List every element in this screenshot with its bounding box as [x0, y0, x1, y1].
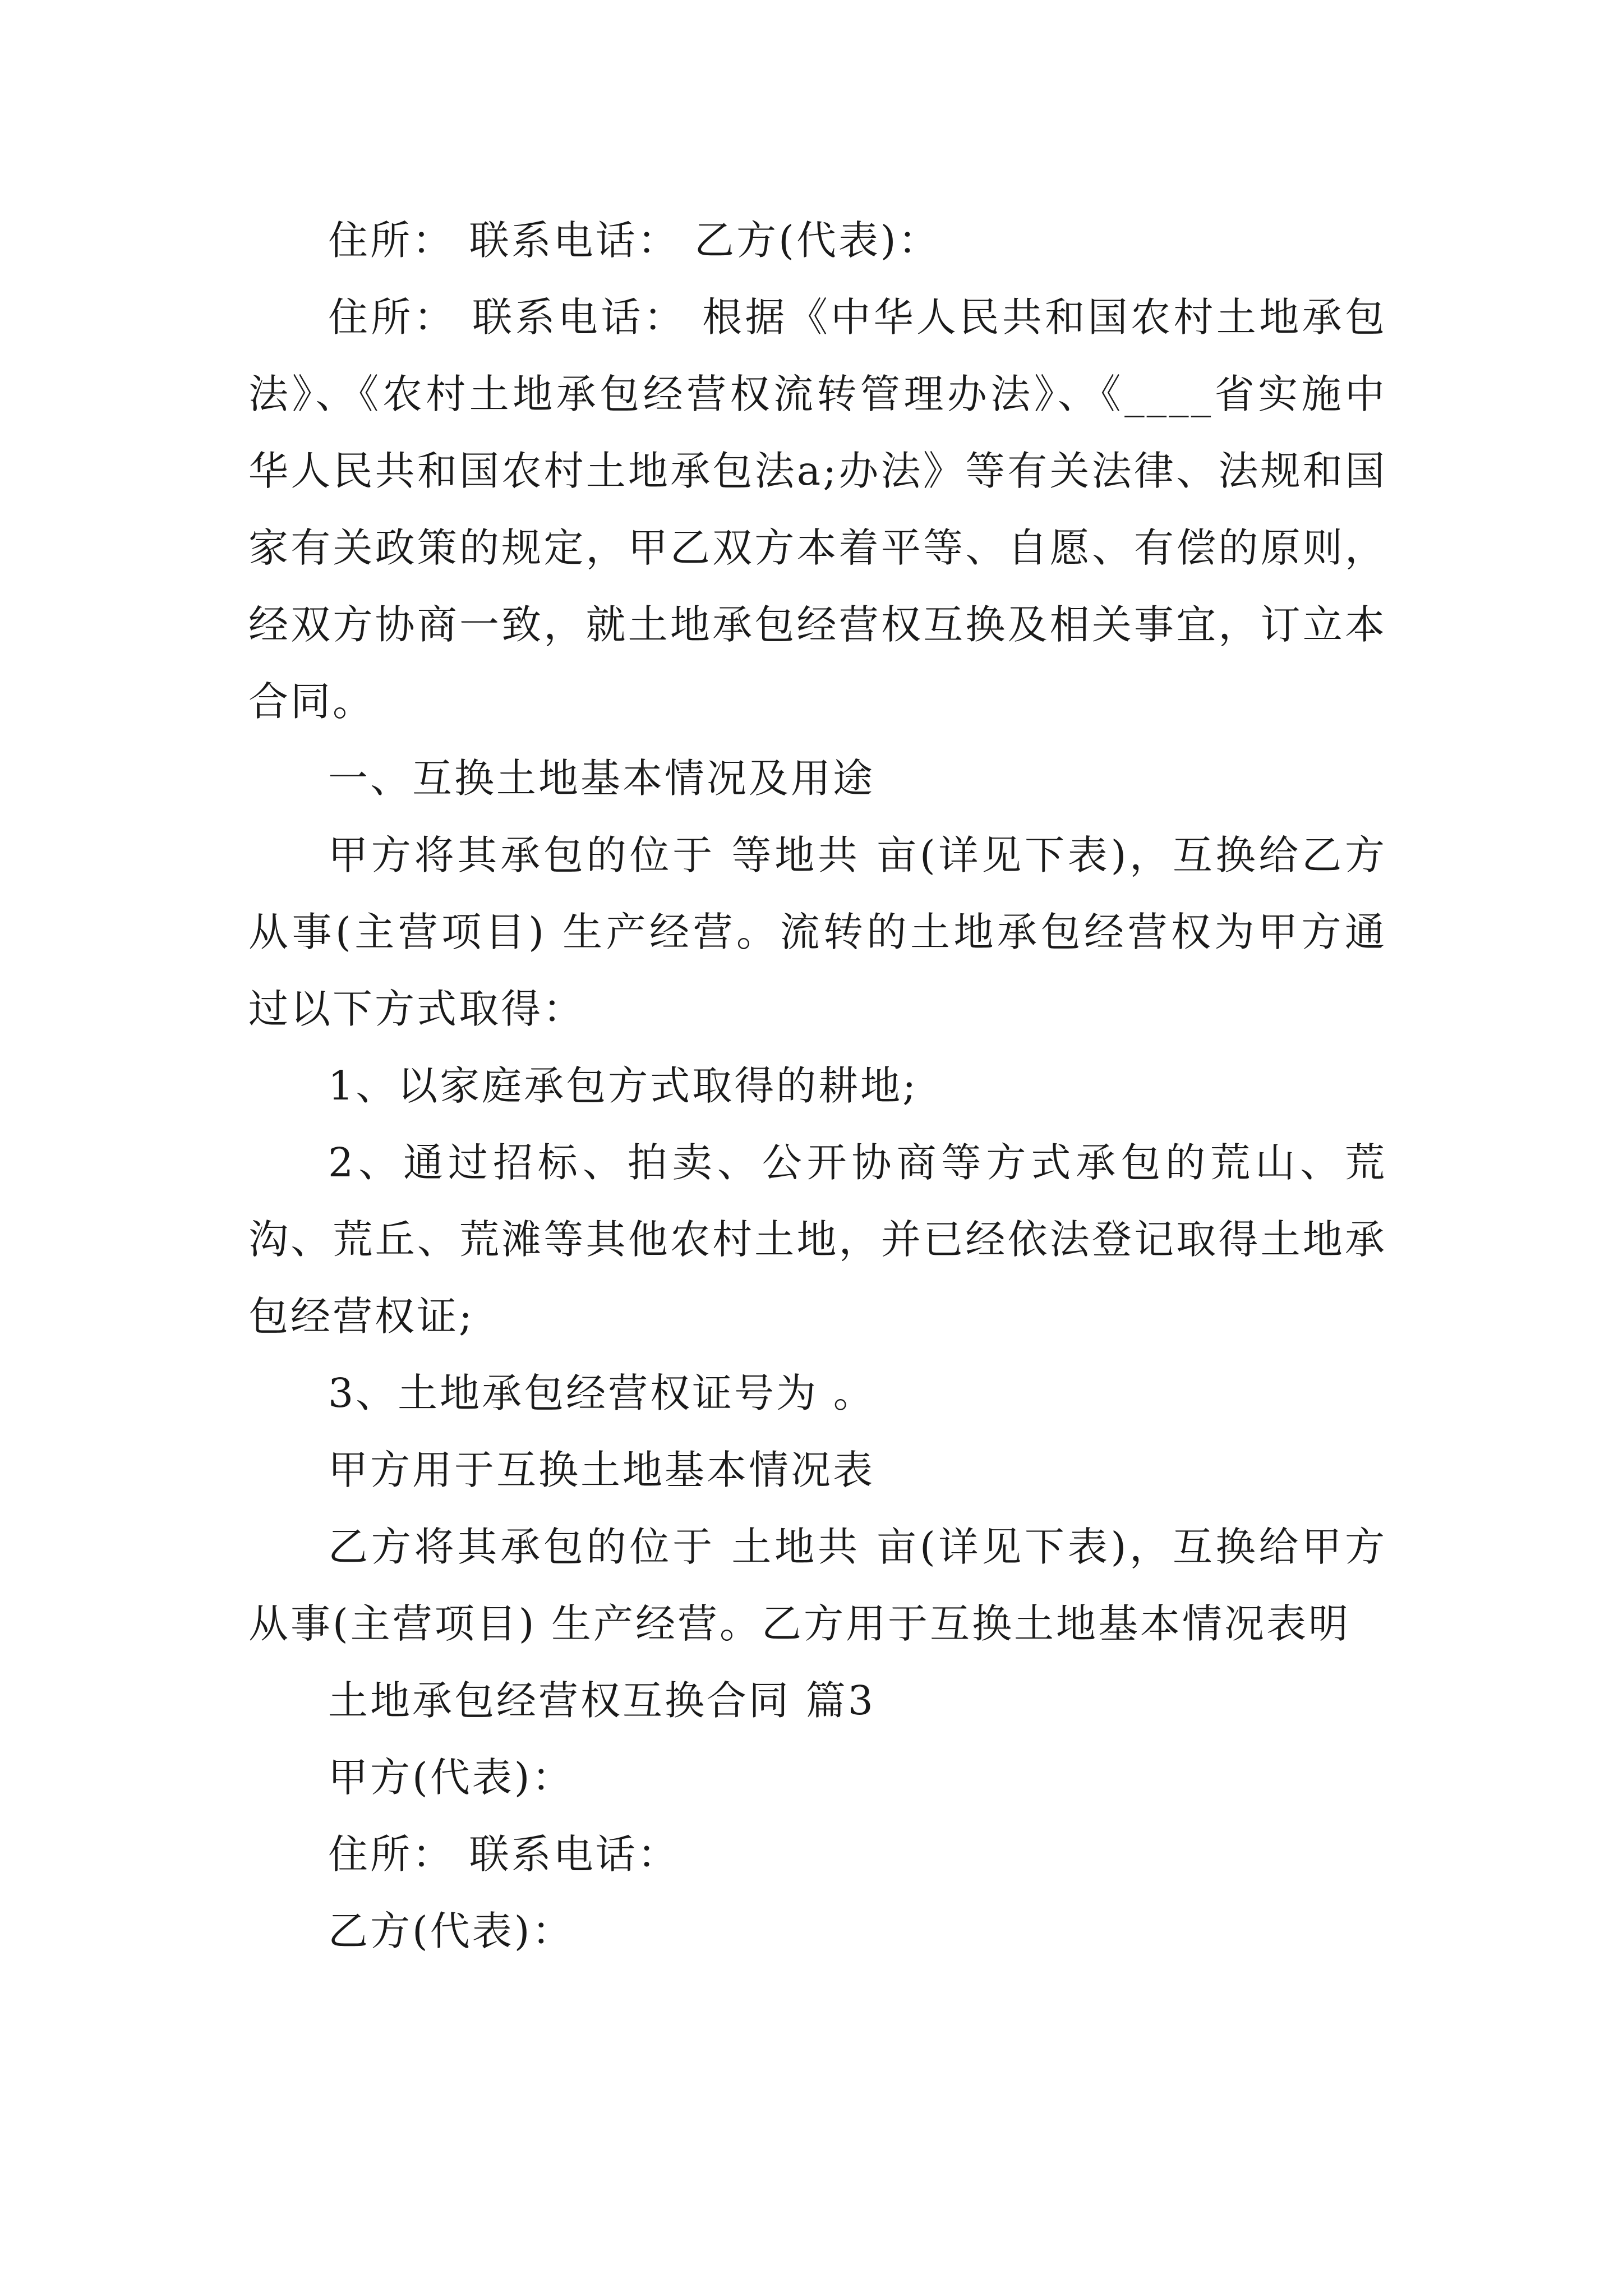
- paragraph-address-line-1: 住所： 联系电话： 乙方(代表)：: [328, 217, 940, 264]
- address-phone-line: 住所： 联系电话：: [328, 1831, 680, 1878]
- contract-title-part-3: 土地承包经营权互换合同 篇3: [328, 1677, 875, 1724]
- party-a-label: 甲方(代表)：: [328, 1754, 574, 1801]
- section-heading-land-info: 一、互换土地基本情况及用途: [328, 755, 875, 802]
- list-item-1: 1、以家庭承包方式取得的耕地;: [328, 1062, 919, 1109]
- paragraph-legal-basis: 住所： 联系电话： 根据《中华人民共和国农村土地承包法》、《农村土地承包经营权流转管理办法》、《____省实施中华人民共和国农村土地承包法a;办法》等有关法律、法规和国家有关政策的规定，甲乙双方本着平等、自愿、有偿的原则，经双方协商一致，就土地承包经营权互换及相关事宜，订立本合同。: [248, 294, 1387, 725]
- table-caption-party-a: 甲方用于互换土地基本情况表: [328, 1447, 875, 1493]
- list-item-2: 2、通过招标、拍卖、公开协商等方式承包的荒山、荒沟、荒丘、荒滩等其他农村土地，并已经依法登记取得土地承包经营权证;: [248, 1139, 1387, 1340]
- paragraph-party-a-land: 甲方将其承包的位于 等地共 亩(详见下表)，互换给乙方从事(主营项目) 生产经营。流转的土地承包经营权为甲方通过以下方式取得：: [248, 832, 1387, 1032]
- list-item-3: 3、土地承包经营权证号为 。: [328, 1370, 875, 1416]
- party-b-label: 乙方(代表)：: [328, 1908, 574, 1954]
- paragraph-party-b-land: 乙方将其承包的位于 土地共 亩(详见下表)，互换给甲方从事(主营项目) 生产经营。乙方用于互换土地基本情况表明: [248, 1524, 1387, 1647]
- document-body: [248, 202, 1387, 1970]
